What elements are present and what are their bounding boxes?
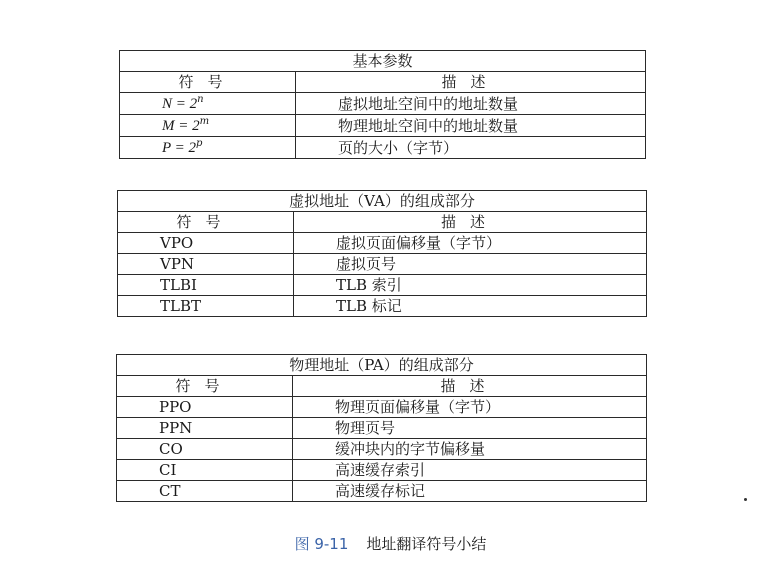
description-cell: 物理页号 bbox=[293, 418, 647, 439]
description-cell: 虚拟页面偏移量（字节） bbox=[294, 233, 647, 254]
table-row bbox=[117, 481, 647, 502]
symbol-cell: CT bbox=[117, 481, 293, 502]
symbol-cell: PPO bbox=[117, 397, 293, 418]
table-row bbox=[117, 418, 647, 439]
symbol-cell: $N = 2^n$ bbox=[120, 93, 296, 115]
table-row bbox=[118, 254, 647, 275]
description-cell: 高速缓存索引 bbox=[293, 460, 647, 481]
symbol-cell: PPN bbox=[117, 418, 293, 439]
description-cell: 物理页面偏移量（字节） bbox=[293, 397, 647, 418]
symbol-cell: VPO bbox=[118, 233, 294, 254]
description-cell: 虚拟地址空间中的地址数量 bbox=[296, 93, 646, 115]
description-cell: 虚拟页号 bbox=[294, 254, 647, 275]
description-column-header: 描述 bbox=[294, 212, 647, 233]
caption-text: 地址翻译符号小结 bbox=[366, 535, 487, 553]
description-column-header: 描述 bbox=[293, 376, 647, 397]
figure-number: 图 9-11 bbox=[294, 535, 349, 553]
virtual-address-table bbox=[117, 190, 647, 317]
table-row bbox=[120, 115, 646, 137]
table-row bbox=[120, 93, 646, 115]
description-cell: TLB 索引 bbox=[294, 275, 647, 296]
table-title: 物理地址（PA）的组成部分 bbox=[117, 355, 647, 376]
description-cell: TLB 标记 bbox=[294, 296, 647, 317]
description-cell: 页的大小（字节） bbox=[296, 137, 646, 159]
symbol-cell: CI bbox=[117, 460, 293, 481]
description-cell: 物理地址空间中的地址数量 bbox=[296, 115, 646, 137]
table-title: 虚拟地址（VA）的组成部分 bbox=[118, 191, 647, 212]
symbol-cell: TLBT bbox=[118, 296, 294, 317]
symbol-column-header: 符号 bbox=[118, 212, 294, 233]
description-column-header: 描述 bbox=[296, 72, 646, 93]
figure-caption bbox=[0, 533, 781, 554]
table-row bbox=[118, 233, 647, 254]
symbol-column-header: 符号 bbox=[117, 376, 293, 397]
table-row bbox=[120, 137, 646, 159]
symbol-cell: TLBI bbox=[118, 275, 294, 296]
basic-parameters-table bbox=[119, 50, 646, 159]
table-row bbox=[117, 397, 647, 418]
table-title: 基本参数 bbox=[120, 51, 646, 72]
table-row bbox=[118, 296, 647, 317]
symbol-column-header: 符号 bbox=[120, 72, 296, 93]
symbol-cell: $P = 2^p$ bbox=[120, 137, 296, 159]
scan-speck bbox=[744, 498, 747, 501]
table-row bbox=[117, 439, 647, 460]
physical-address-table bbox=[116, 354, 647, 502]
table-row bbox=[117, 460, 647, 481]
symbol-cell: VPN bbox=[118, 254, 294, 275]
symbol-cell: $M = 2^m$ bbox=[120, 115, 296, 137]
symbol-cell: CO bbox=[117, 439, 293, 460]
description-cell: 高速缓存标记 bbox=[293, 481, 647, 502]
description-cell: 缓冲块内的字节偏移量 bbox=[293, 439, 647, 460]
table-row bbox=[118, 275, 647, 296]
